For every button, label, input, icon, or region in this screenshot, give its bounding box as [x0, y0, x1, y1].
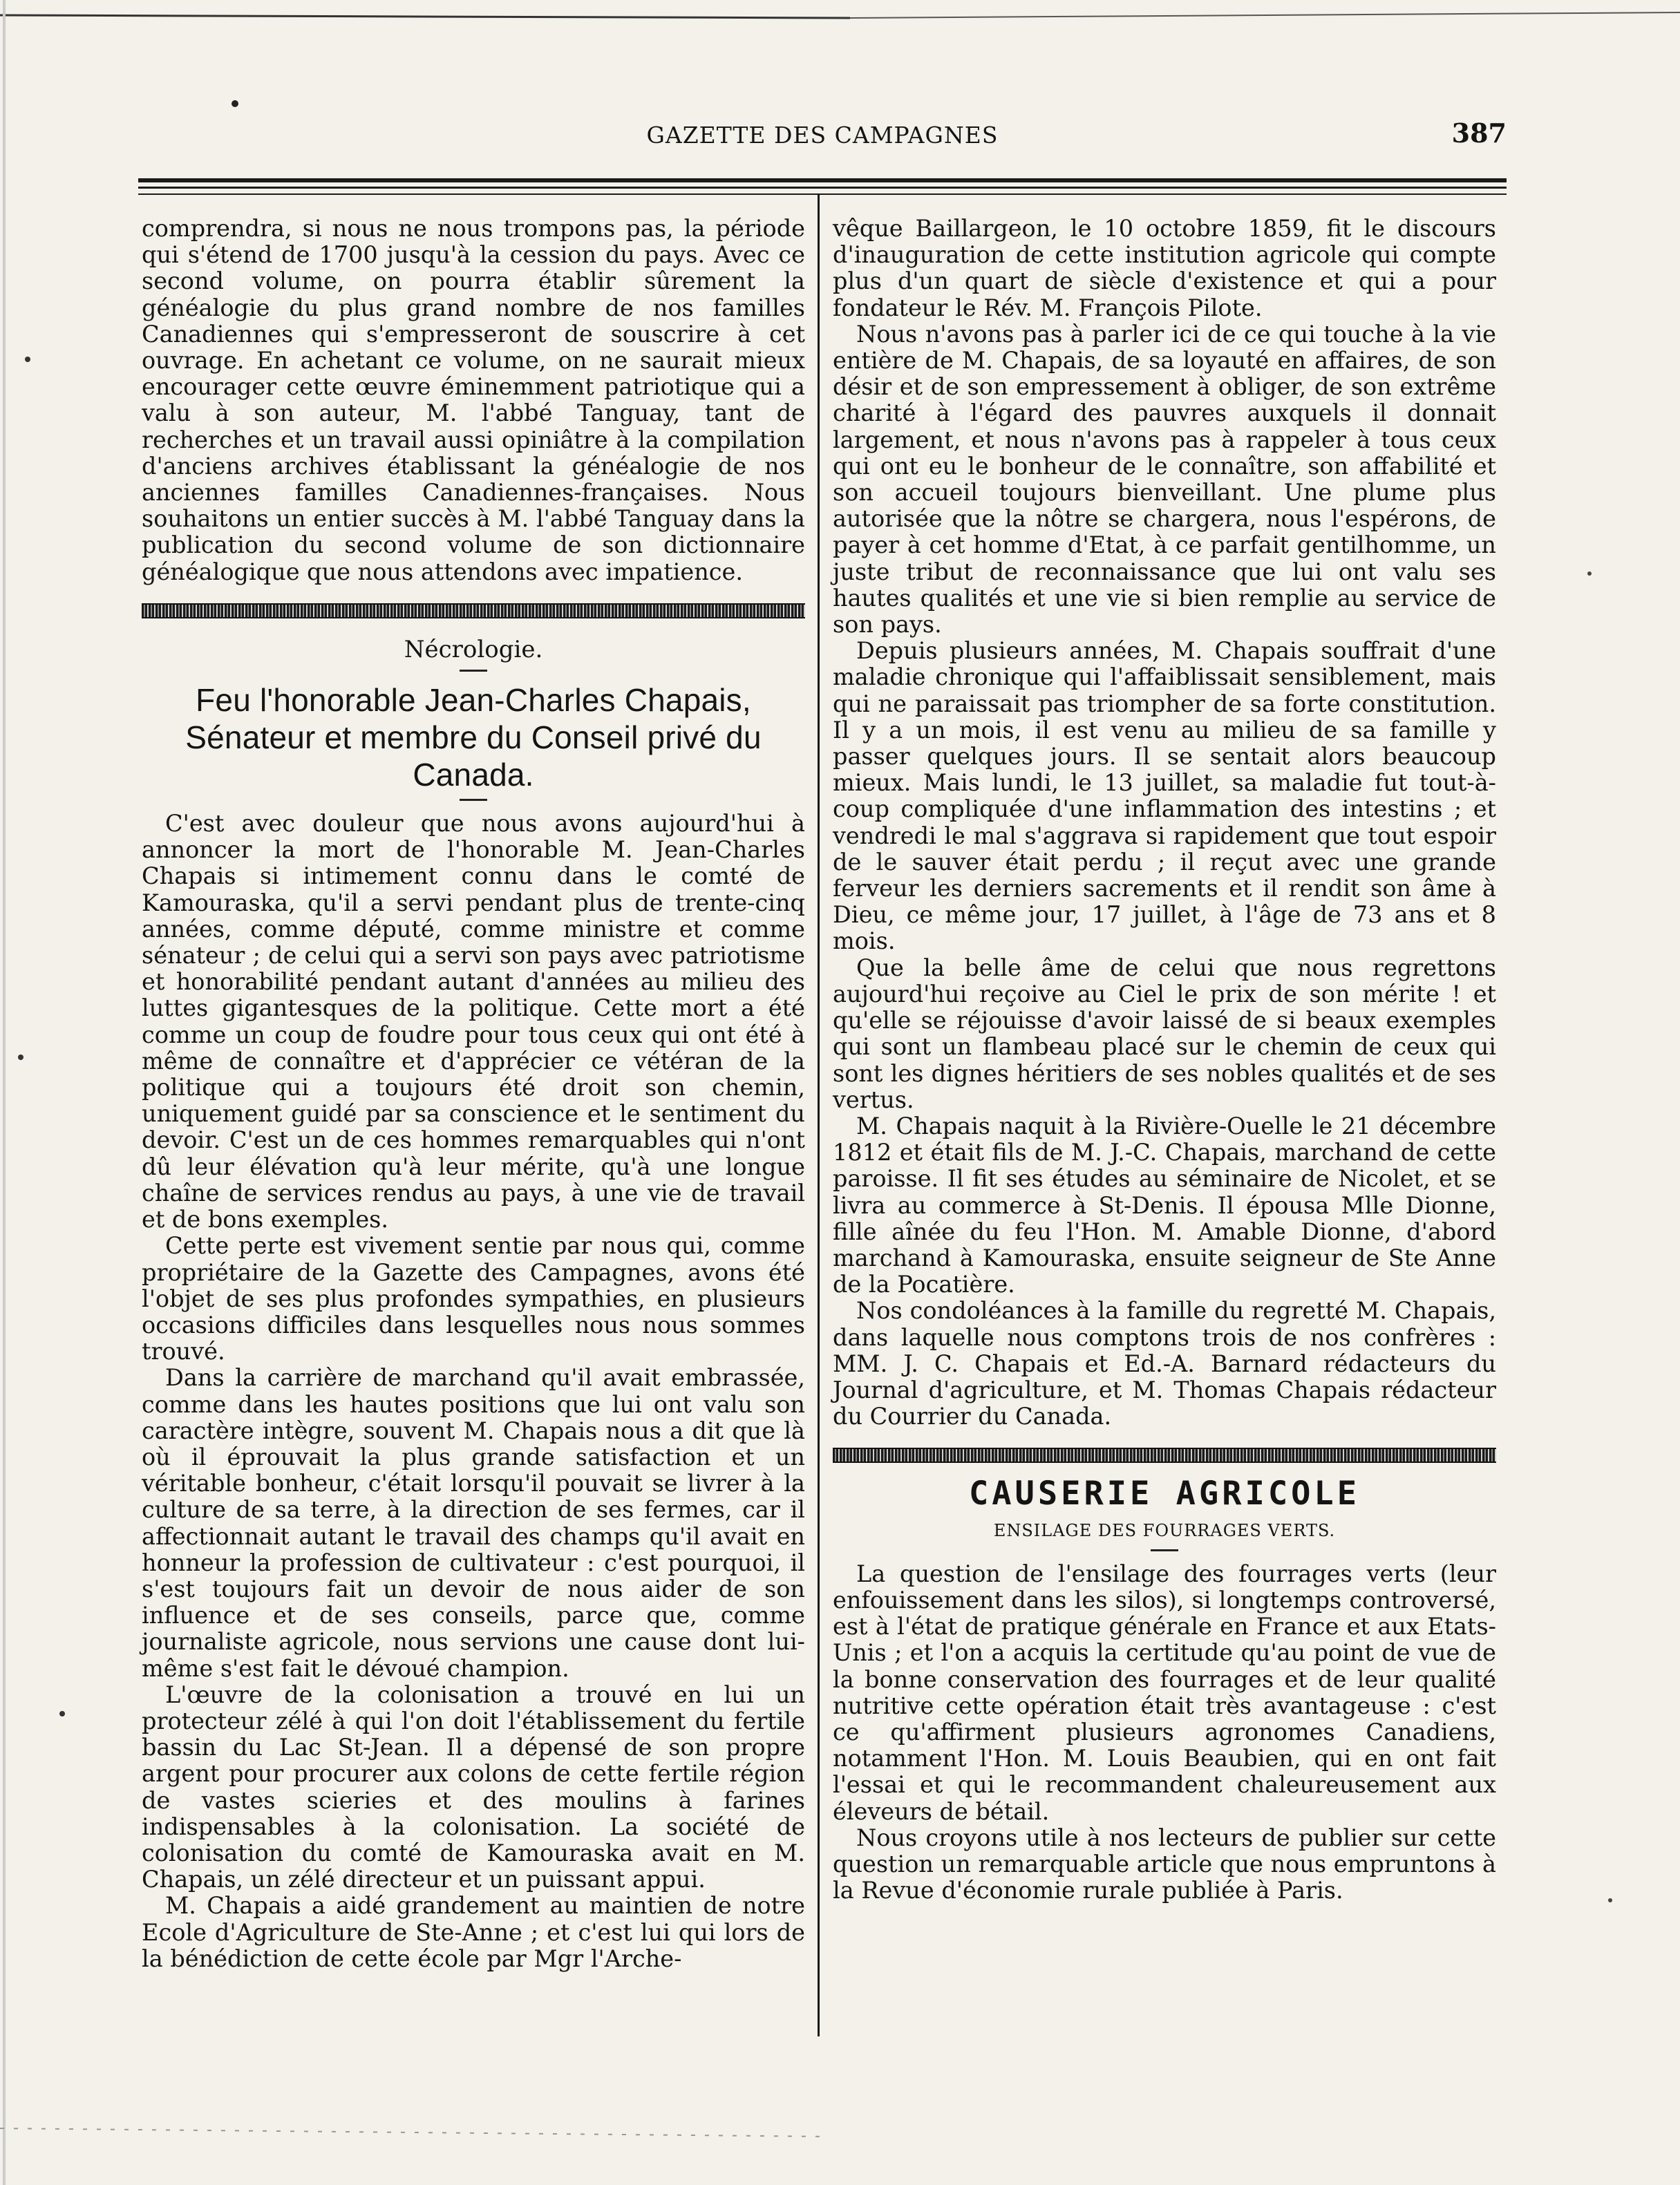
right-column [833, 216, 1496, 1904]
body-paragraph: Cette perte est vivement sentie par nous qui, comme propriétaire de la Gazette des Campagnes, avons été l'objet de ses plus profondes sympathies, en plusieurs occasions difficiles dans lesquelles nous nous sommes trouvé. [142, 1232, 805, 1365]
dash-separator [460, 799, 487, 801]
body-paragraph: Dans la carrière de marchand qu'il avait embrassée, comme dans les hautes positions que lui ont valu son caractère intègre, souvent M. Chapais nous a dit que là où il éprouvait la plus grande satisfaction et un véritable bonheur, c'était lorsqu'il pouvait se livrer à la culture de sa terre, à la direction de ses fermes, car il affectionnait autant le travail des champs qu'il avait en honneur la profession de cultivateur : c'est pourquoi, il s'est toujours fait un devoir de nous aider de son influence et de ses conseils, parce que, comme journaliste agricole, nous servions une cause dont lui-même s'est fait le dévoué champion. [142, 1364, 805, 1682]
body-paragraph: Depuis plusieurs années, M. Chapais souffrait d'une maladie chronique qui l'affaiblissait sensiblement, mais qui ne paraissait pas triompher de sa forte constitution. Il y a un mois, il est venu au milieu de sa famille y passer quelques jours. Il se sentait alors beaucoup mieux. Mais lundi, le 13 juillet, sa maladie fut tout-à-coup compliquée d'une inflammation des intestins ; et vendredi le mal s'aggrava si rapidement que tout espoir de le sauver était perdu ; il reçut avec une grande ferveur les derniers sacrements et il rendit son âme à Dieu, ce même jour, 17 juillet, à l'âge de 73 ans et 8 mois. [833, 637, 1496, 955]
header-rule-thin [138, 187, 1507, 189]
page-header [138, 117, 1507, 159]
body-paragraph: Nos condoléances à la famille du regretté M. Chapais, dans laquelle nous comptons trois de nos confrères : MM. J. C. Chapais et Ed.-A. Barnard rédacteurs du Journal d'agriculture, et M. Thomas Chapais rédacteur du Courrier du Canada. [833, 1297, 1496, 1430]
column-divider [818, 195, 820, 2036]
left-column [142, 216, 805, 1972]
body-paragraph: M. Chapais a aidé grandement au maintien de notre Ecole d'Agriculture de Ste-Anne ; et c'est lui qui lors de la bénédiction de cette école par Mgr l'Arche- [142, 1892, 805, 1972]
ornamental-rule [833, 1448, 1496, 1463]
section-title: CAUSERIE AGRICOLE [968, 1475, 1361, 1513]
dash-separator [1151, 1549, 1178, 1551]
body-paragraph: M. Chapais naquit à la Rivière-Ouelle le 21 décembre 1812 et était fils de M. J.-C. Chapais, marchand de cette paroisse. Il fit ses études au séminaire de Nicolet, et se livra au commerce à St-Denis. Il épousa Mlle Dionne, fille aînée du feu l'Hon. M. Amable Dionne, d'abord marchand à Kamouraska, ensuite seigneur de Ste Anne de la Pocatière. [833, 1112, 1496, 1298]
section-label: Nécrologie. [404, 635, 543, 663]
body-paragraph: vêque Baillargeon, le 10 octobre 1859, fit le discours d'inauguration de cette institution agricole qui compte plus d'un quart de siècle d'existence et qui a pour fondateur le Rév. M. François Pilote. [833, 215, 1496, 321]
header-rule-bottom [138, 193, 1507, 195]
body-paragraph: comprendra, si nous ne nous trompons pas, la période qui s'étend de 1700 jusqu'à la cession du pays. Avec ce second volume, on pourra établir sûrement la généalogie du plus grand nombre de nos familles Canadiennes qui s'empresseront de souscrire à cet ouvrage. En achetant ce volume, on ne saurait mieux encourager cette œuvre éminemment patriotique qui a valu à son auteur, M. l'abbé Tanguay, tant de recherches et un travail aussi opiniâtre à la compilation d'anciens archives établissant la généalogie de nos anciennes familles Canadiennes-françaises. Nous souhaitons un entier succès à M. l'abbé Tanguay dans la publication du second volume de son dictionnaire généalogique que nous attendons avec impatience. [142, 215, 805, 585]
obituary-title: Feu l'honorable Jean-Charles Chapais, Sénateur et membre du Conseil privé du Canada. [185, 682, 762, 793]
body-paragraph: Nous croyons utile à nos lecteurs de publier sur cette question un remarquable article que nous empruntons à la Revue d'économie rurale publiée à Paris. [833, 1824, 1496, 1904]
dash-separator [460, 670, 487, 672]
body-paragraph: L'œuvre de la colonisation a trouvé en lui un protecteur zélé à qui l'on doit l'établissement du fertile bassin du Lac St-Jean. Il a dépensé de son propre argent pour procurer aux colons de cette fertile région de vastes scieries et des moulins à farines indispensables à la colonisation. La société de colonisation du comté de Kamouraska avait en M. Chapais, un zélé directeur et un puissant appui. [142, 1681, 805, 1893]
ornamental-rule [142, 603, 805, 618]
section-subtitle: ENSILAGE DES FOURRAGES VERTS. [993, 1520, 1336, 1540]
page-number: 387 [1451, 117, 1507, 149]
header-rule-thick [138, 178, 1507, 182]
body-paragraph: La question de l'ensilage des fourrages verts (leur enfouissement dans les silos), si longtemps controversé, est à l'état de pratique générale en France et aux Etats-Unis ; et l'on a acquis la certitude qu'au point de vue de la bonne conservation des fourrages et de leur qualité nutritive cette opération était très avantageuse : c'est ce qu'affirment plusieurs agronomes Canadiens, notamment l'Hon. M. Louis Beaubien, qui en ont fait l'essai et qui le recommandent chaleureusement aux éleveurs de bétail. [833, 1560, 1496, 1825]
body-paragraph: C'est avec douleur que nous avons aujourd'hui à annoncer la mort de l'honorable M. Jean-Charles Chapais si intimement connu dans le comté de Kamouraska, qu'il a servi pendant plus de trente-cinq années, comme député, comme ministre et comme sénateur ; de celui qui a servi son pays avec patriotisme et honorabilité pendant autant d'années au milieu des luttes gigantesques de la politique. Cette mort a été comme un coup de foudre pour tous ceux qui ont été à même de connaître et d'apprécier ce vétéran de la politique qui a toujours été droit son chemin, uniquement guidé par sa conscience et le sentiment du devoir. C'est un de ces hommes remarquables qui n'ont dû leur élévation qu'à leur mérite, qu'à une longue chaîne de services rendus au pays, à une vie de travail et de bons exemples. [142, 810, 805, 1233]
body-paragraph: Nous n'avons pas à parler ici de ce qui touche à la vie entière de M. Chapais, de sa loyauté en affaires, de son désir et de son empressement à obliger, de son extrême charité à l'égard des pauvres auxquels il donnait largement, et nous n'avons pas à rappeler à tous ceux qui ont eu le bonheur de le connaître, son affabilité et son accueil toujours bienveillant. Une plume plus autorisée que la nôtre se chargera, nous l'espérons, de payer à cet homme d'Etat, à ce parfait gentilhomme, un juste tribut de reconnaissance que lui ont valu ses hautes qualités et une vie si bien remplie au service de son pays. [833, 320, 1496, 639]
running-title: GAZETTE DES CAMPAGNES [646, 122, 999, 149]
body-paragraph: Que la belle âme de celui que nous regrettons aujourd'hui reçoive au Ciel le prix de son mérite ! et qu'elle se réjouisse d'avoir laissé de si beaux exemples qui sont un flambeau placé sur le chemin de ceux qui sont les dignes héritiers de ses nobles qualités et de ses vertus. [833, 954, 1496, 1113]
